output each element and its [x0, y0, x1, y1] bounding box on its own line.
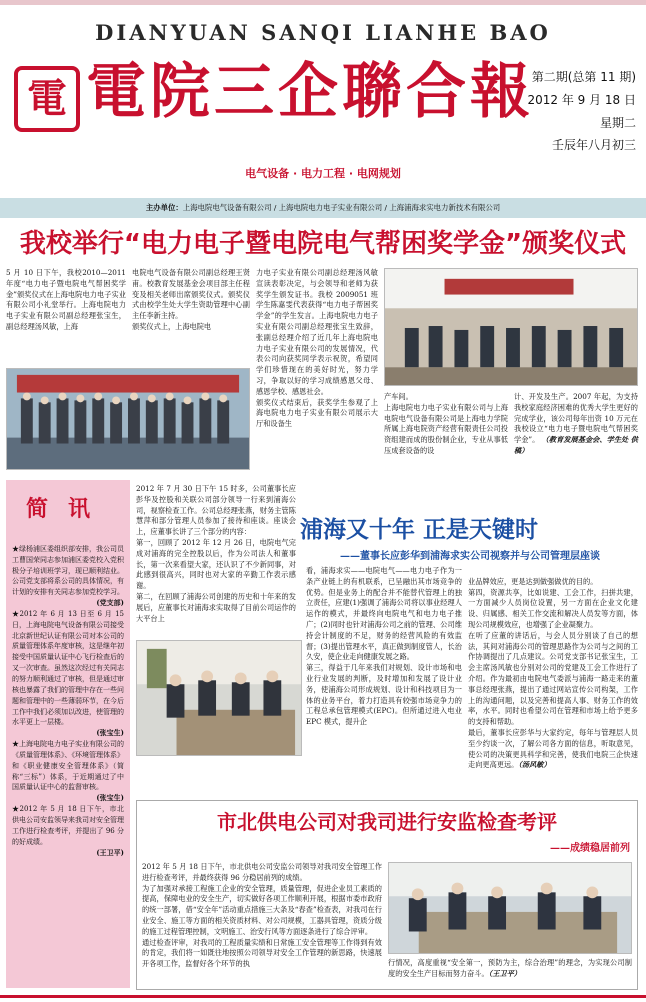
article1-credit: （教育发展基金会、学生处 供稿）: [514, 435, 638, 455]
article3-col2-wrap: [388, 958, 632, 988]
masthead-pinyin: DIANYUAN SANQI LIANHE BAO: [95, 20, 551, 45]
article3-headline: 市北供电公司对我司进行安监检查考评: [217, 810, 557, 834]
article3-subtitle: ——成绩稳居前列: [550, 843, 630, 854]
article1-col3: 力电子实业有限公司副总经理汤风敏宣读表彰决定，与会领导和老师为获奖学生颁发证书。我校 2009051 班学生陈嘉雯代表获得“电力电子帮困奖学金”的学生发言。上海电院电力电子实业有限公司副总经理张宝生致辞，张副总经理介绍了近几年上海电院电力电子实业有限公司的发展情况，代表公司向获奖同学表示祝贺，希望同学们珍惜现在的美好时光，努力学习，争取以好的学习成绩感恩父母、感恩学校、感恩社会。 颁奖仪式结束后，获奖学生参观了上海电院电力电子实业有限公司展示大厅和设备生: [256, 268, 378, 429]
brief-item: [12, 544, 124, 609]
article1-col1: 5 月 10 日下午，我校2010—2011 年度“电力电子暨电院电气帮困奖学金”颁奖仪式在上海电院电力电子实业有限公司小礼堂举行。上海电院电力电子实业有限公司副总经理张宝生，副总经理汤风敏，上海: [6, 268, 126, 331]
article3-col1: 2012 年 5 月 18 日下午，市北供电公司安监公司领导对我司安全管理工作进行检查考评，并最终获得 96 分稳居前列的成绩。 为了加强对承接工程施工企业的安全管理，质量管理，促进企业员工素质的提高，保障电业的安全生产，切实做好各项工作顺利开展，根据市委市政府的统一部署，借“安全年”活动重点措施三大条及“春查”检查表，对我司在行业安全、施工等方面的相关资质材料、对公司规模，工器具管理，资质分级的施工过程管理控制，文明施工、治安行风等方面逐条进行了综合评审。 通过检查评审，对我司的工程质量实绩和日常施工安全管理等工作得到有效的肯定，我们将一如既往地按照公司领导对安全工作管理的新思路，快速展开各项工作，监督好各个环节的执: [142, 862, 382, 969]
masthead-title: 電院三企聯合報: [86, 57, 534, 127]
sponsor-names: 上海电院电气设备有限公司 / 上海电院电力电子实业有限公司 / 上海浦海求实电力新技术有限公司: [182, 202, 501, 212]
article3-credit: （王卫平）: [488, 968, 521, 978]
sponsor-bar: [0, 198, 646, 218]
article1-col5-wrap: [514, 392, 638, 470]
article1-headline: 我校举行“电力电子暨电院电气帮困奖学金”颁奖仪式: [19, 229, 627, 259]
issue-lunar-date: 壬辰年八月初三: [551, 138, 636, 153]
issue-date: 2012 年 9 月 18 日: [527, 92, 636, 107]
brief-list: [12, 544, 124, 858]
article1-col4: 产车间。 上海电院电力电子实业有限公司与上海电院电气设备有限公司是上海电力学院所属上海电院资产经营有限责任公司投资组建而成的股份制企业，专业从事低压成套设备的设: [384, 392, 508, 455]
brief-title: 简讯: [25, 497, 110, 522]
brief-item-text: ★绿杨浦区委组织部安排，我公司员工曹国荣同志参加浦区委党校入党积极分子培训班学习，现已顺利结业。公司党支部将系公司的具体情况，有计划的安排有关同志参加党校学习。: [12, 544, 124, 597]
issue-number: 第二期(总第 11 期): [531, 70, 636, 84]
award-ceremony-photo: [6, 368, 250, 470]
bottom-rule: [0, 995, 646, 998]
brief-item-source: (张宝生): [96, 793, 124, 803]
brief-item-text: ★上海电院电力电子实业有限公司的《质量管理体系》、《环境管理体系》和《职业健康安全管理体系》（简称“三标”）体系，于近期通过了中国质量认证中心的监督审核。: [12, 740, 124, 792]
safety-inspection-photo: [388, 862, 632, 954]
article2-col1: 2012 年 7 月 30 日下午 15 时多，公司董事长应彭华及控股和关联公司部分领导一行来到浦海公司，视察检查工作。公司总经理张燕，财务主管陈慧萍和部分管理人员参加了接待和座谈。座谈会上，应董事长讲了三个部分的内容： 第一，回顾了 2012 年 12 月 26 日，电院电气完成对浦海的完全控股以后，作为公司法人和董事长，第一次来看望大家，还认识了不少新同事，对此感到很高兴，同时也对大家的辛勤工作表示感谢。 第二，在回顾了浦海公司创建的历史和十年来的发展后，应董事长对浦海求实取得了目前公司运作的大平台上: [136, 484, 296, 623]
top-rule: [0, 0, 646, 5]
brief-item-text: ★2012 年 5 月 18 日下午，市北供电公司安监领导来我司对安全管理工作进行检查考评，并提出了 96 分的好成绩。: [12, 805, 124, 846]
brief-item-source: (党支部): [96, 598, 124, 608]
article2-headline: 浦海又十年 正是天键时: [300, 517, 539, 543]
newspaper-logo-icon: 電: [14, 66, 80, 132]
brief-item: [12, 609, 124, 739]
issue-weekday: 星期二: [599, 115, 636, 130]
article2-col3: 业品牌效应，更是达到做强做优的目的。 第四，资源共享，比如说建、工会工作，扫拼共建，一方面减少人员岗位设置，另一方面在企业文化建设、归属感、相关工作交流和解决人员发等方面，体现公司规模效应，也增强了企业凝聚力。 在听了应董的讲话后，与会人员分别谈了自己的想法，其间对浦海公司的管理思路作为公司与之间的工作协调提出了几点建议。公司党支部书记张宝生，工会主席汤风敏也分别对公司的党建及工会工作进行了介绍。作为最初由电院电气委派与浦海一路走来的董事总经理张燕，提出了通过网站宣传公司构架，工作上的沟通问题，以及完善和提高人事、财务工作的效率，水平。同时也希望公司在管理和市场上给予更多的支持和帮助。 最后，董事长应彭华与大家约定，每年与管理层人员至少约谈一次，了解公司各方面的信息，听取意见，使公司的决策更具科学和完善，使我们电院三企快速走向更高更远。: [468, 576, 638, 770]
issue-info: [512, 66, 636, 157]
news-brief-panel: [6, 480, 130, 988]
executive-meeting-photo: [136, 640, 302, 756]
meeting-room-photo: [384, 268, 638, 386]
article2-col3-wrap: [468, 566, 638, 794]
article2-col2: 看，浦海求实——电院电气——电力电子作为一条产业链上的有机联系，已呈融出其市场竞争的优势。但是业务上的配合并不能替代管理上的独立责任，应建(1)强调了浦海公司将以事业经理人运作的模式，并最终向电院电气和电力电子推广；(2)同时也针对浦海公司之前的管理、公司维持会计制度的不足，财务的经营风险的有效监督；(3)提出管理水平，真正做到制度管人，长治久安，使企业走向健康发展之路。 第三，得益于几年来我们对规划、设计市场和电业行业发展的判断，及时增加和发展了设计业务，使浦海公司形成规划、设计和科技项目为一体的业务平台，着力打造具有较强市场竞争力的工程总承包管理模式(EPC)。但所通过进入电业 EPC 模式，提升企: [306, 566, 462, 727]
brief-item-source: (张宝生): [96, 728, 124, 738]
slogan: 电气设备 · 电力工程 · 电网规划: [245, 167, 401, 180]
article1-col5: 计、开发及生产。2007 年起，为支持我校家庭经济困难的优秀大学生更好的完成学业，该公司每年出资 10 万元在我校设立“电力电子暨电院电气帮困奖学金”。: [514, 392, 638, 445]
article2-subtitle: ——董事长应彭华到浦海求实公司视察并与公司管理层座谈: [340, 551, 600, 562]
brief-item: [12, 804, 124, 858]
article2-credit: （汤风敏）: [518, 760, 551, 770]
article3-col2: 行情况，高度重视“安全第一，预防为主，综合治理”的理念，为实现公司制度的安全生产目标而努力奋斗。: [388, 958, 632, 978]
article1-col2: 电院电气设备有限公司副总经理王贤甫。校教育发展基金会项目部主任程变及相关老师出席颁奖仪式。颁奖仪式由校学生处大学生资助管理中心副主任李新主持。 颁奖仪式上，上海电院电: [132, 268, 250, 331]
brief-item: [12, 739, 124, 804]
sponsor-label: 主办单位：: [145, 202, 183, 212]
brief-item-text: ★2012 年 6 月 13 日至 6 月 15 日，上海电院电气设备有限公司接受北京新世纪认证有限公司对本公司的质量管理体系年度审核，这是继年初接受中国质量认证中心飞行检查后的又一次审查。虽然这次经过有关同志的努力顺利通过了审核，但是通过审核也暴露了我们的管理中存在一些问题和管理中的一些薄弱环节，在今后工作中我们必须加以改进，使管理的水平更上一层楼。: [12, 609, 124, 727]
brief-item-source: (王卫平): [96, 847, 124, 857]
